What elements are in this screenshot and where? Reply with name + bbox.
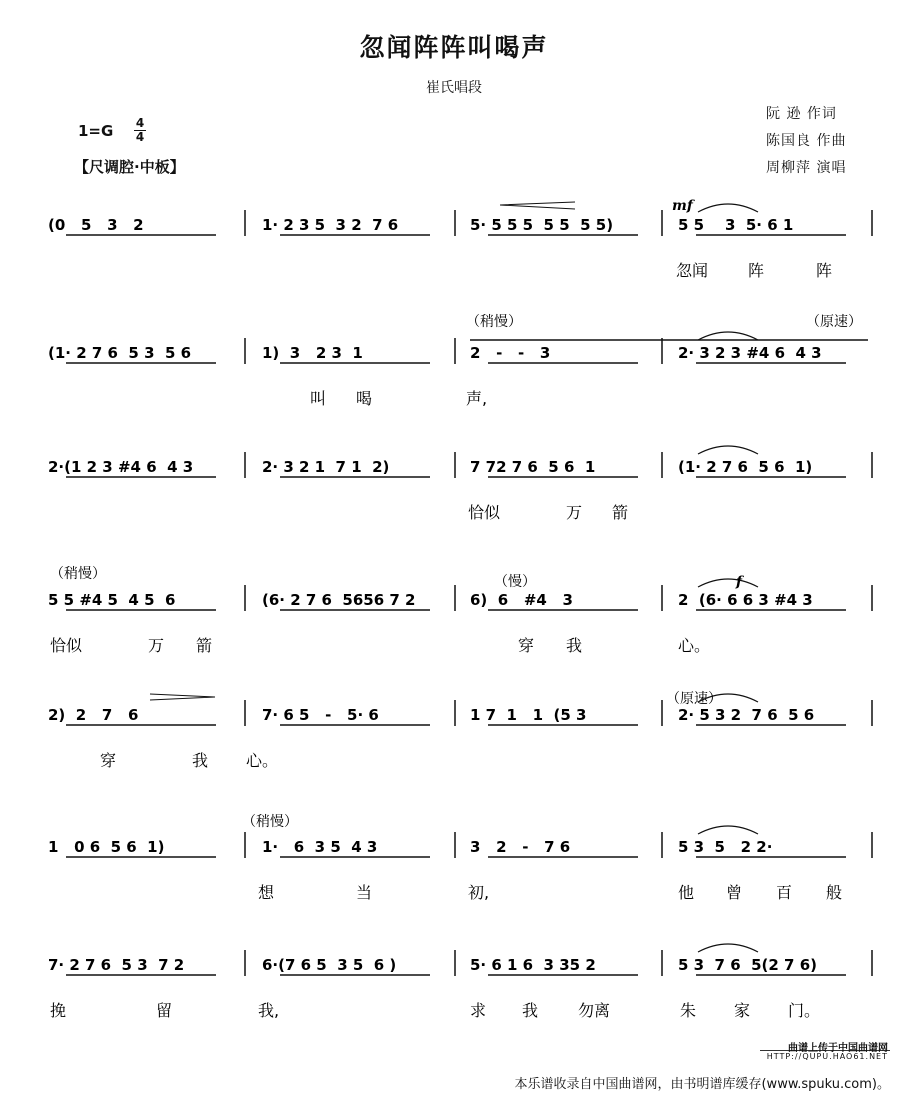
measure-notes: 5 5 #4 5 4 5 6 <box>48 591 176 609</box>
tempo-mark: （慢） <box>494 574 536 590</box>
slur-arc <box>698 332 758 340</box>
hairpin-mark <box>150 694 215 700</box>
key-signature: 1=G <box>78 122 114 140</box>
source-note: 本乐谱收录自中国曲谱网，由书明谱库缓存(www.spuku.com)。 <box>514 1077 890 1092</box>
dynamic-mark: f <box>736 574 743 590</box>
lyric-syllable: 恰似 <box>468 503 501 522</box>
lyric-syllable: 箭 <box>196 636 213 655</box>
lyric-syllable: 我, <box>258 1001 280 1020</box>
lyric-syllable: 求 <box>470 1001 487 1020</box>
measure-notes: 1) 3 2 3 1 <box>262 344 363 362</box>
lyric-syllable: 心。 <box>246 751 279 770</box>
lyric-syllable: 我 <box>566 636 583 655</box>
tempo-mark: （稍慢） <box>466 314 522 330</box>
tempo-mark: （原速） <box>806 314 862 330</box>
measure-notes: 2·(1 2 3 #4 6 4 3 <box>48 458 194 476</box>
measure-notes: 5 3 7 6 5(2 7 6) <box>678 956 817 974</box>
measure-notes: 2· 5 3 2 7 6 5 6 <box>678 706 815 724</box>
measure-notes: (6· 2 7 6 5656 7 2 <box>262 591 416 609</box>
lyric-syllable: 穿 <box>100 751 117 770</box>
lyric-syllable: 万 <box>148 636 165 655</box>
measure-notes: 2 (6· 6 6 3 #4 3 <box>678 591 813 609</box>
lyric-syllable: 当 <box>356 883 373 902</box>
lyric-syllable: 喝 <box>356 389 373 408</box>
tempo-mark: （原速） <box>666 691 722 707</box>
tempo-mark: （稍慢） <box>50 566 106 582</box>
measure-notes: 5 3 5 2 2· <box>678 838 773 856</box>
lyric-syllable: 心。 <box>678 636 711 655</box>
lyric-syllable: 勿离 <box>578 1001 611 1020</box>
measure-notes: 1· 2 3 5 3 2 7 6 <box>262 216 399 234</box>
lyric-syllable: 忽闻 <box>676 261 709 280</box>
measure-notes: (0 5 3 2 <box>48 216 144 234</box>
measure-notes: (1· 2 7 6 5 3 5 6 <box>48 344 192 362</box>
lyric-syllable: 初, <box>468 883 490 902</box>
tempo-style-tag: 【尺调腔·中板】 <box>74 158 185 176</box>
dynamic-mark: mf <box>672 198 693 214</box>
lyric-syllable: 朱 <box>680 1001 697 1020</box>
lyric-syllable: 声, <box>466 389 488 408</box>
slur-arc <box>698 826 758 834</box>
composer-credit: 陈国良 作曲 <box>766 133 847 149</box>
slur-arc <box>698 204 758 212</box>
lyric-syllable: 叫 <box>310 389 327 408</box>
measure-notes: 6) 6 #4 3 <box>470 591 573 609</box>
measure-notes: 2) 2 7 6 <box>48 706 139 724</box>
performer-credit: 周柳萍 演唱 <box>766 160 847 176</box>
lyric-syllable: 般 <box>826 883 843 902</box>
lyric-syllable: 阵 <box>816 261 833 280</box>
song-title: 忽闻阵阵叫喝声 <box>359 33 549 62</box>
lyric-syllable: 留 <box>156 1001 173 1020</box>
measure-notes: 2 - - 3 <box>470 344 551 362</box>
measure-notes: 1 0 6 5 6 1) <box>48 838 165 856</box>
measure-notes: 5· 6 1 6 3 35 2 <box>470 956 596 974</box>
lyric-syllable: 我 <box>192 751 209 770</box>
lyric-syllable: 门。 <box>788 1001 821 1020</box>
lyric-syllable: 他 <box>678 883 695 902</box>
lyric-syllable: 阵 <box>748 261 765 280</box>
lyric-syllable: 家 <box>734 1001 751 1020</box>
slur-arc <box>698 579 758 587</box>
slur-arc <box>698 944 758 952</box>
measure-notes: 5· 5 5 5 5 5 5 5) <box>470 216 614 234</box>
measure-notes: 7· 2 7 6 5 3 7 2 <box>48 956 185 974</box>
lyricist-credit: 阮 逊 作词 <box>766 106 837 122</box>
measure-notes: (1· 2 7 6 5 6 1) <box>678 458 813 476</box>
measure-notes: 7 72 7 6 5 6 1 <box>470 458 596 476</box>
measure-notes: 2· 3 2 3 #4 6 4 3 <box>678 344 822 362</box>
tempo-mark: （稍慢） <box>242 814 298 830</box>
lyric-syllable: 挽 <box>50 1001 67 1020</box>
measure-notes: 2· 3 2 1 7 1 2) <box>262 458 390 476</box>
measure-notes: 7· 6 5 - 5· 6 <box>262 706 379 724</box>
measure-notes: 5 5 3 5· 6 1 <box>678 216 794 234</box>
hairpin-mark <box>500 202 575 209</box>
lyric-syllable: 想 <box>258 883 275 902</box>
upload-url: HTTP://QUPU.HAO61.NET <box>766 1052 888 1061</box>
measure-notes: 6·(7 6 5 3 5 6 ) <box>262 956 397 974</box>
lyric-syllable: 曾 <box>726 883 743 902</box>
song-subtitle: 崔氏唱段 <box>426 80 482 96</box>
lyric-syllable: 穿 <box>518 636 535 655</box>
upload-note: 曲谱上传于中国曲谱网 <box>788 1043 888 1054</box>
meter-bottom: 4 <box>135 130 145 144</box>
measure-notes: 1· 6 3 5 4 3 <box>262 838 378 856</box>
lyric-syllable: 恰似 <box>50 636 83 655</box>
meter-top: 4 <box>135 116 145 130</box>
measure-notes: 3 2 - 7 6 <box>470 838 571 856</box>
lyric-syllable: 我 <box>522 1001 539 1020</box>
measure-notes: 1 7 1 1 (5 3 <box>470 706 587 724</box>
lyric-syllable: 万 <box>566 503 583 522</box>
lyric-syllable: 箭 <box>612 503 629 522</box>
lyric-syllable: 百 <box>776 883 793 902</box>
slur-arc <box>698 446 758 454</box>
